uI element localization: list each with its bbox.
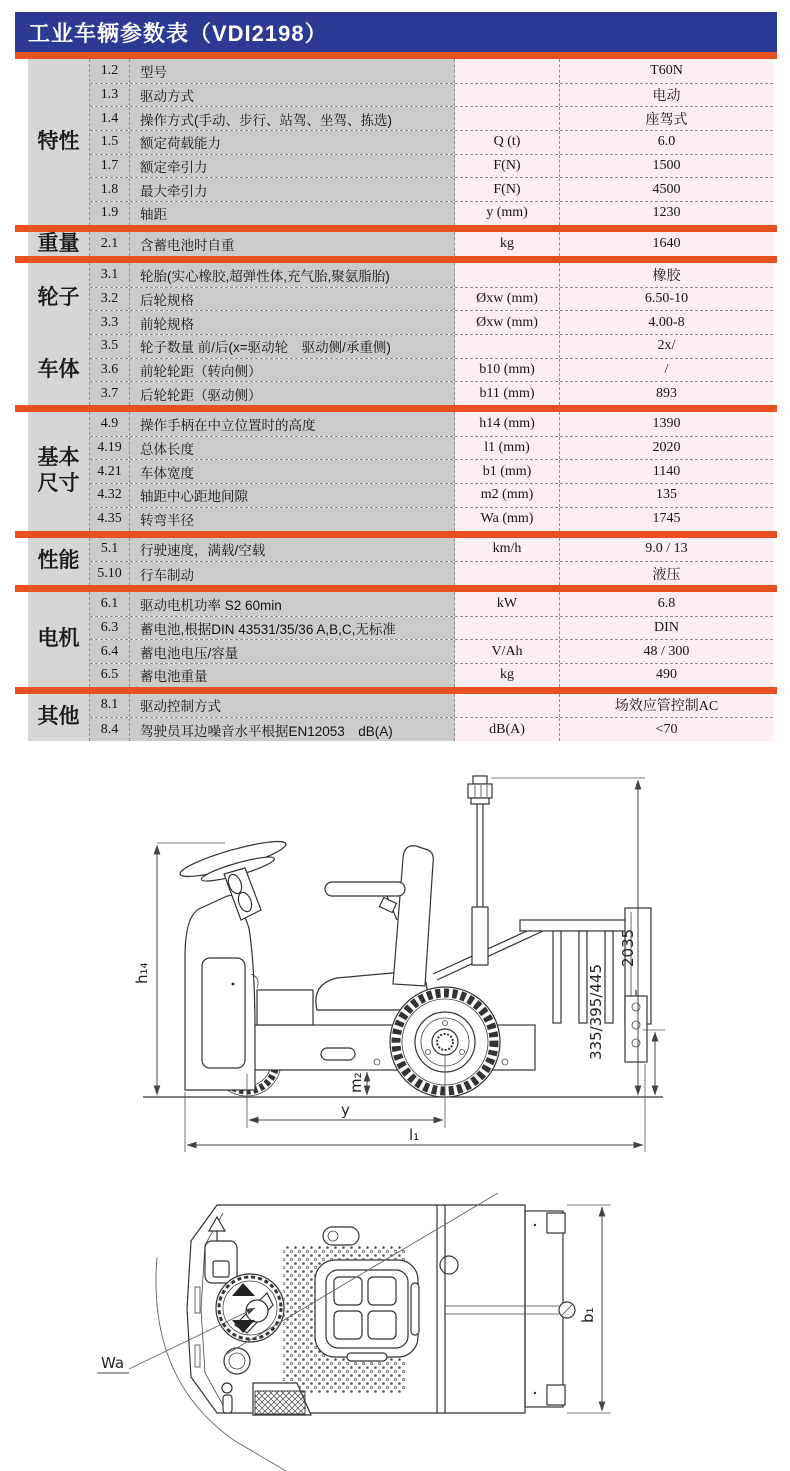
- table-row-3.7: [90, 381, 773, 405]
- row-value: 2x/: [560, 335, 773, 358]
- row-value: 9.0 / 13: [560, 538, 773, 562]
- row-value: 48 / 300: [560, 640, 773, 663]
- beacon-light: [468, 776, 492, 965]
- table-row-3.6: [90, 358, 773, 382]
- table-row-4.9: [90, 412, 773, 436]
- table-row-6.5: [90, 663, 773, 687]
- row-code: 2.1: [90, 232, 130, 256]
- row-value: 6.0: [560, 131, 773, 154]
- table-row-3.2: [90, 287, 773, 311]
- table-section-2: [28, 232, 773, 256]
- row-unit: kg: [455, 664, 560, 687]
- row-code: 5.1: [90, 538, 130, 562]
- row-code: 3.6: [90, 359, 130, 382]
- table-row-4.32: [90, 483, 773, 507]
- row-value: 6.8: [560, 592, 773, 616]
- table-row-3.3: [90, 310, 773, 334]
- row-value: 135: [560, 484, 773, 507]
- row-code: 4.9: [90, 412, 130, 436]
- section-group-label: 性能: [28, 538, 90, 585]
- vehicle-top-view-drawing: [85, 1165, 705, 1471]
- row-code: 1.4: [90, 107, 130, 130]
- row-unit: [455, 59, 560, 83]
- section-group-label: 重量: [28, 232, 90, 256]
- table-section-6: [28, 592, 773, 687]
- table-row-1.5: [90, 130, 773, 154]
- section-group-label: 特性: [28, 59, 90, 225]
- row-value: 893: [560, 382, 773, 405]
- table-row-4.19: [90, 436, 773, 460]
- row-code: 3.2: [90, 288, 130, 311]
- table-row-5.1: [90, 538, 773, 562]
- row-desc: 蓄电池,根据DIN 43531/35/36 A,B,C,无标准: [130, 617, 455, 640]
- row-unit: Wa (mm): [455, 508, 560, 531]
- section-rows: [90, 59, 773, 225]
- row-value: 电动: [560, 84, 773, 107]
- dim-label-m2: m₂: [347, 1072, 365, 1093]
- row-unit: V/Ah: [455, 640, 560, 663]
- page-title: 工业车辆参数表（VDI2198）: [28, 20, 328, 46]
- row-desc: 前轮规格: [130, 311, 455, 334]
- row-unit: kg: [455, 232, 560, 256]
- section-rows: [90, 263, 773, 405]
- row-value: DIN: [560, 617, 773, 640]
- row-value: 橡胶: [560, 263, 773, 287]
- table-row-4.21: [90, 459, 773, 483]
- row-code: 3.3: [90, 311, 130, 334]
- table-section-3: [28, 263, 773, 405]
- row-code: 1.2: [90, 59, 130, 83]
- row-unit: h14 (mm): [455, 412, 560, 436]
- row-value: 1390: [560, 412, 773, 436]
- table-section-4: [28, 412, 773, 530]
- row-value: T60N: [560, 59, 773, 83]
- row-value: 4500: [560, 178, 773, 201]
- dim-label-b1: b₁: [579, 1307, 597, 1323]
- control-knob: [222, 1348, 250, 1413]
- spec-document: [15, 12, 777, 741]
- row-code: 8.4: [90, 718, 130, 741]
- section-separator: [15, 531, 777, 538]
- section-group-label: 其他: [28, 694, 90, 741]
- row-code: 1.5: [90, 131, 130, 154]
- row-code: 6.5: [90, 664, 130, 687]
- row-unit: [455, 694, 560, 718]
- row-code: 8.1: [90, 694, 130, 718]
- row-desc: 驱动控制方式: [130, 694, 455, 718]
- section-separator: [15, 256, 777, 263]
- section-rows: [90, 538, 773, 585]
- row-code: 3.7: [90, 382, 130, 405]
- title-bar: [15, 12, 777, 52]
- row-value: 6.50-10: [560, 288, 773, 311]
- row-unit: [455, 335, 560, 358]
- row-value: 场效应管控制AC: [560, 694, 773, 718]
- section-rows: [90, 592, 773, 687]
- tow-coupling: [625, 990, 647, 1062]
- row-unit: Q (t): [455, 131, 560, 154]
- row-desc: 驱动电机功率 S2 60min: [130, 592, 455, 616]
- table-row-1.9: [90, 201, 773, 225]
- row-code: 6.1: [90, 592, 130, 616]
- operator-seat: [316, 846, 433, 1010]
- section-group-label: 基本 尺寸: [28, 412, 90, 530]
- table-section-5: [28, 538, 773, 585]
- row-value: 2020: [560, 437, 773, 460]
- section-rows: [90, 232, 773, 256]
- spec-table-body: [15, 59, 777, 741]
- row-desc: 轴距中心距地间隙: [130, 484, 455, 507]
- row-desc: 蓄电池电压/容量: [130, 640, 455, 663]
- row-code: 1.7: [90, 155, 130, 178]
- row-code: 6.3: [90, 617, 130, 640]
- row-desc: 型号: [130, 59, 455, 83]
- row-desc: 前轮轮距（转向侧）: [130, 359, 455, 382]
- row-unit: l1 (mm): [455, 437, 560, 460]
- section-rows: [90, 694, 773, 741]
- row-value: 1640: [560, 232, 773, 256]
- row-desc: 含蓄电池时自重: [130, 232, 455, 256]
- row-value: 液压: [560, 562, 773, 585]
- row-desc: 驾驶员耳边噪音水平根据EN12053 dB(A): [130, 718, 455, 741]
- row-unit: kW: [455, 592, 560, 616]
- dim-label-coupling-heights: 335/395/445: [587, 964, 605, 1060]
- table-row-5.10: [90, 561, 773, 585]
- table-row-6.4: [90, 639, 773, 663]
- title-accent-bar: [15, 52, 777, 59]
- row-desc: 驱动方式: [130, 84, 455, 107]
- table-section-1: [28, 59, 773, 225]
- row-code: 1.3: [90, 84, 130, 107]
- row-value: 1230: [560, 202, 773, 225]
- row-value: 1500: [560, 155, 773, 178]
- row-desc: 后轮规格: [130, 288, 455, 311]
- row-unit: Øxw (mm): [455, 288, 560, 311]
- steering-tower: [185, 895, 258, 1090]
- row-code: 3.5: [90, 335, 130, 358]
- row-desc: 总体长度: [130, 437, 455, 460]
- table-row-1.3: [90, 83, 773, 107]
- table-section-8: [28, 694, 773, 741]
- section-rows: [90, 412, 773, 530]
- table-row-4.35: [90, 507, 773, 531]
- table-row-6.1: [90, 592, 773, 616]
- row-unit: b1 (mm): [455, 460, 560, 483]
- section-separator: [15, 585, 777, 592]
- section-separator: [15, 687, 777, 694]
- row-value: 1140: [560, 460, 773, 483]
- dim-label-wa: Wa: [101, 1354, 125, 1372]
- row-unit: km/h: [455, 538, 560, 562]
- dim-wa: [97, 1354, 129, 1373]
- row-desc: 额定牵引力: [130, 155, 455, 178]
- row-value: <70: [560, 718, 773, 741]
- table-row-8.4: [90, 717, 773, 741]
- row-unit: [455, 617, 560, 640]
- row-unit: m2 (mm): [455, 484, 560, 507]
- table-row-6.3: [90, 616, 773, 640]
- row-code: 4.21: [90, 460, 130, 483]
- dim-label-wheelbase: y: [341, 1101, 350, 1119]
- table-row-1.2: [90, 59, 773, 83]
- row-desc: 转弯半径: [130, 508, 455, 531]
- row-unit: F(N): [455, 178, 560, 201]
- row-code: 6.4: [90, 640, 130, 663]
- row-desc: 行驶速度，满载/空载: [130, 538, 455, 562]
- dim-m2: [347, 1070, 377, 1095]
- row-desc: 后轮轮距（驱动侧）: [130, 382, 455, 405]
- row-desc: 轴距: [130, 202, 455, 225]
- row-value: 490: [560, 664, 773, 687]
- row-value: 4.00-8: [560, 311, 773, 334]
- row-code: 5.10: [90, 562, 130, 585]
- row-unit: [455, 562, 560, 585]
- row-desc: 操作手柄在中立位置时的高度: [130, 412, 455, 436]
- table-row-8.1: [90, 694, 773, 718]
- row-unit: F(N): [455, 155, 560, 178]
- table-row-2.1: [90, 232, 773, 256]
- row-unit: y (mm): [455, 202, 560, 225]
- row-value: 1745: [560, 508, 773, 531]
- vehicle-side-view-drawing: [85, 762, 705, 1162]
- row-desc: 行车制动: [130, 562, 455, 585]
- row-desc: 操作方式(手动、步行、站驾、坐驾、拣选): [130, 107, 455, 130]
- dim-label-overall-height: 2035: [619, 928, 637, 967]
- table-row-3.1: [90, 263, 773, 287]
- row-code: 1.9: [90, 202, 130, 225]
- row-unit: [455, 84, 560, 107]
- table-row-1.8: [90, 177, 773, 201]
- dim-label-overall-length: l₁: [409, 1126, 420, 1144]
- row-code: 4.35: [90, 508, 130, 531]
- row-code: 3.1: [90, 263, 130, 287]
- dim-label-h14: h₁₄: [133, 962, 151, 984]
- row-unit: Øxw (mm): [455, 311, 560, 334]
- table-row-3.5: [90, 334, 773, 358]
- row-code: 1.8: [90, 178, 130, 201]
- section-separator: [15, 405, 777, 412]
- row-desc: 轮胎(实心橡胶,超弹性体,充气胎,聚氨脂胎): [130, 263, 455, 287]
- row-code: 4.32: [90, 484, 130, 507]
- row-unit: [455, 263, 560, 287]
- row-unit: [455, 107, 560, 130]
- row-desc: 轮子数量 前/后(x=驱动轮 驱动侧/承重侧): [130, 335, 455, 358]
- table-row-1.7: [90, 154, 773, 178]
- steering-wheel-top: [216, 1274, 284, 1342]
- row-value: 座驾式: [560, 107, 773, 130]
- section-separator: [15, 225, 777, 232]
- row-unit: b10 (mm): [455, 359, 560, 382]
- row-unit: b11 (mm): [455, 382, 560, 405]
- row-code: 4.19: [90, 437, 130, 460]
- row-desc: 额定荷载能力: [130, 131, 455, 154]
- section-group-label: 电机: [28, 592, 90, 687]
- row-value: /: [560, 359, 773, 382]
- row-desc: 车体宽度: [130, 460, 455, 483]
- table-row-1.4: [90, 106, 773, 130]
- row-unit: dB(A): [455, 718, 560, 741]
- row-desc: 蓄电池重量: [130, 664, 455, 687]
- row-desc: 最大牵引力: [130, 178, 455, 201]
- section-group-label: 轮子 车体: [28, 263, 90, 405]
